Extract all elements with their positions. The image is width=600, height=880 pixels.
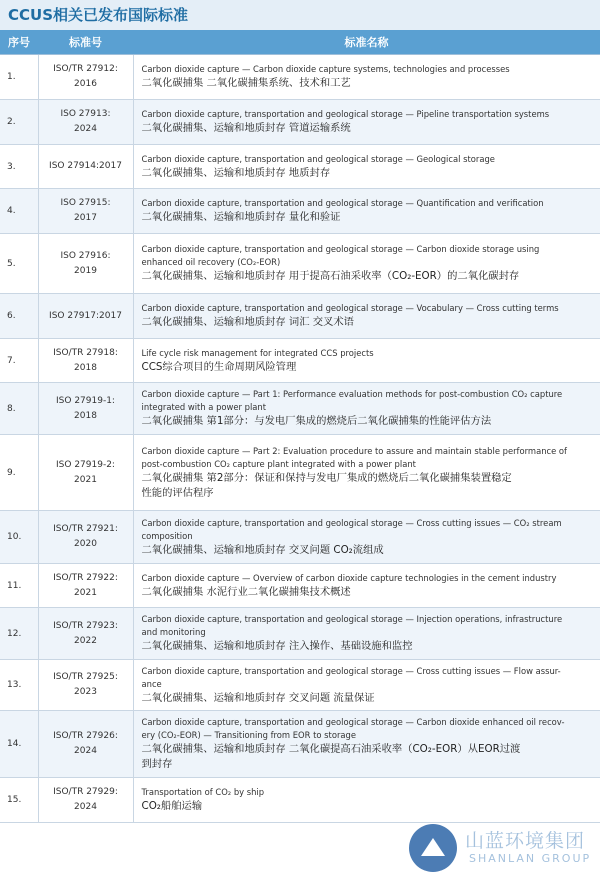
standard-number-line: ISO/TR 27929: xyxy=(53,787,118,797)
standard-number-line: ISO/TR 27922: xyxy=(53,572,118,583)
row-number: 3. xyxy=(0,145,38,189)
standard-number xyxy=(38,100,133,145)
standard-number-line: ISO 27917:2017 xyxy=(49,310,122,321)
standard-name xyxy=(133,294,600,339)
table-body xyxy=(0,55,600,823)
table-row xyxy=(0,608,600,660)
standards-table xyxy=(0,30,600,823)
standard-name-zh: 二氧化碳捕集、运输和地质封存 交叉问题 CO₂流组成 xyxy=(141,543,384,556)
header-name: 标准名称 xyxy=(133,30,600,55)
standard-number-line: ISO 27919-1: xyxy=(56,395,115,406)
standard-name-zh: 二氧化碳捕集、运输和地质封存 词汇 交叉术语 xyxy=(141,316,354,328)
standard-number-line: ISO 27919-2: xyxy=(56,459,115,470)
standard-name-zh: 性能的评估程序 xyxy=(141,486,214,499)
standard-number-line: ISO 27914:2017 xyxy=(49,161,122,171)
standard-number-line: 2021 xyxy=(74,587,97,598)
standard-name-en: composition xyxy=(141,530,193,541)
standard-number xyxy=(38,711,133,778)
standard-number xyxy=(38,339,133,383)
standard-number-line: ISO 27915: xyxy=(60,198,111,208)
standard-name-en: Carbon dioxide capture, transportation and geological storage — Cross cutting issues — Flow assur- xyxy=(141,665,561,676)
table-row xyxy=(0,55,600,100)
standard-number xyxy=(38,660,133,711)
standard-number xyxy=(38,435,133,511)
standard-name-en: enhanced oil recovery (CO₂-EOR) xyxy=(141,257,281,267)
row-number: 13. xyxy=(0,660,38,711)
standard-number-line: 2016 xyxy=(74,79,97,89)
standard-name-en: Carbon dioxide capture, transportation and geological storage — Geological storage xyxy=(141,153,495,164)
standard-name xyxy=(133,608,600,660)
table-row xyxy=(0,294,600,339)
standard-name-en: post-combustion CO₂ capture plant integrated with a power plant xyxy=(141,458,416,469)
table-row xyxy=(0,435,600,511)
table-row xyxy=(0,383,600,435)
standard-number xyxy=(38,294,133,339)
row-number: 10. xyxy=(0,511,38,564)
standard-name-en: Carbon dioxide capture — Part 2: Evaluation procedure to assure and maintain stable performance of xyxy=(141,445,567,456)
table-row xyxy=(0,511,600,564)
standard-name-zh: 二氧化碳捕集、运输和地质封存 用于提高石油采收率（CO₂-EOR）的二氧化碳封存 xyxy=(141,270,520,282)
watermark-en: SHANLAN GROUP xyxy=(469,852,592,865)
standard-name xyxy=(133,711,600,778)
standard-name-zh: 二氧化碳捕集、运输和地质封存 注入操作、基础设施和监控 xyxy=(141,640,413,652)
standard-name-zh: 二氧化碳捕集、运输和地质封存 交叉问题 流量保证 xyxy=(141,691,375,704)
standard-name-en: Carbon dioxide capture, transportation and geological storage — Quantification and verification xyxy=(141,198,544,208)
watermark-cn: 山蓝环境集团 xyxy=(465,830,586,852)
standard-name-zh: 二氧化碳捕集 二氧化碳捕集系统、技术和工艺 xyxy=(141,77,351,89)
standard-number xyxy=(38,189,133,234)
standard-name-en: Carbon dioxide capture — Overview of carbon dioxide capture technologies in the cement industry xyxy=(141,572,557,583)
standard-number xyxy=(38,55,133,100)
standard-number-line: 2021 xyxy=(74,474,97,485)
standard-name-en: Transportation of CO₂ by ship xyxy=(141,787,265,797)
standard-number-line: ISO/TR 27921: xyxy=(53,524,118,534)
standard-name xyxy=(133,435,600,511)
table-title: CCUS相关已发布国际标准 xyxy=(0,0,600,30)
standard-name-en: Carbon dioxide capture, transportation and geological storage — Cross cutting issues — CO₂ stream xyxy=(141,517,562,528)
standard-name xyxy=(133,145,600,189)
standard-number-line: 2020 xyxy=(74,539,97,549)
row-number: 1. xyxy=(0,55,38,100)
standard-number-line: ISO/TR 27925: xyxy=(53,672,118,682)
row-number: 7. xyxy=(0,339,38,383)
standard-name xyxy=(133,189,600,234)
row-number: 8. xyxy=(0,383,38,435)
row-number: 9. xyxy=(0,435,38,511)
standard-name-en: ery (CO₂-EOR) — Transitioning from EOR to storage xyxy=(141,730,356,740)
standard-name-zh: 二氧化碳捕集、运输和地质封存 量化和验证 xyxy=(141,211,341,223)
standard-number-line: 2022 xyxy=(74,635,97,646)
standard-name xyxy=(133,564,600,608)
row-number: 5. xyxy=(0,234,38,294)
standard-number-line: 2024 xyxy=(74,124,97,134)
table-row xyxy=(0,711,600,778)
table-row xyxy=(0,778,600,823)
row-number: 2. xyxy=(0,100,38,145)
standard-number-line: 2024 xyxy=(74,802,97,812)
standard-name xyxy=(133,234,600,294)
standard-number-line: ISO/TR 27918: xyxy=(53,347,118,358)
standard-name-zh: 二氧化碳捕集 水泥行业二氧化碳捕集技术概述 xyxy=(141,585,351,598)
table-row xyxy=(0,189,600,234)
standard-name-zh: 二氧化碳捕集 第1部分：与发电厂集成的燃烧后二氧化碳捕集的性能评估方法 xyxy=(141,415,492,427)
table-row xyxy=(0,564,600,608)
standard-number xyxy=(38,778,133,823)
header-std: 标准号 xyxy=(38,30,133,55)
standard-name-en: ance xyxy=(141,678,162,689)
table-row xyxy=(0,660,600,711)
standard-number xyxy=(38,383,133,435)
standard-name-en: Carbon dioxide capture — Carbon dioxide capture systems, technologies and processes xyxy=(141,64,510,74)
standard-number xyxy=(38,145,133,189)
standard-name-zh: 二氧化碳捕集、运输和地质封存 地质封存 xyxy=(141,166,331,179)
company-logo-icon xyxy=(409,824,457,872)
standard-name xyxy=(133,660,600,711)
row-number: 11. xyxy=(0,564,38,608)
row-number: 15. xyxy=(0,778,38,823)
table-row xyxy=(0,145,600,189)
standard-number-line: 2018 xyxy=(74,410,97,421)
standard-number xyxy=(38,608,133,660)
table-row xyxy=(0,234,600,294)
standard-name-zh: 二氧化碳捕集、运输和地质封存 二氧化碳提高石油采收率（CO₂-EOR）从EOR过渡 xyxy=(141,743,521,755)
standard-number xyxy=(38,234,133,294)
standard-name xyxy=(133,383,600,435)
standard-name xyxy=(133,778,600,823)
standard-name xyxy=(133,55,600,100)
standard-number xyxy=(38,564,133,608)
standard-number-line: 2018 xyxy=(74,362,97,373)
standard-name-en: Carbon dioxide capture, transportation and geological storage — Carbon dioxide enhanced oil recov- xyxy=(141,717,565,727)
standard-name-en: Life cycle risk management for integrated CCS projects xyxy=(141,347,374,358)
standard-name-zh: 二氧化碳捕集、运输和地质封存 管道运输系统 xyxy=(141,122,351,134)
row-number: 12. xyxy=(0,608,38,660)
standard-name-zh: 二氧化碳捕集 第2部分：保证和保持与发电厂集成的燃烧后二氧化碳捕集装置稳定 xyxy=(141,471,512,484)
standard-number-line: 2024 xyxy=(74,746,97,756)
header-row xyxy=(0,30,600,55)
standard-name-en: and monitoring xyxy=(141,627,206,637)
row-number: 4. xyxy=(0,189,38,234)
standard-number-line: ISO/TR 27926: xyxy=(53,731,118,741)
standard-name-zh: CO₂船舶运输 xyxy=(141,800,203,812)
standard-name-en: Carbon dioxide capture, transportation and geological storage — Vocabulary — Cross cutting terms xyxy=(141,303,559,313)
standard-name xyxy=(133,339,600,383)
standard-name-en: Carbon dioxide capture, transportation and geological storage — Pipeline transportation systems xyxy=(141,109,550,119)
standard-number-line: ISO/TR 27912: xyxy=(53,64,118,74)
standard-number-line: 2017 xyxy=(74,213,97,223)
standard-number-line: ISO/TR 27923: xyxy=(53,620,118,631)
standard-name-en: integrated with a power plant xyxy=(141,402,267,412)
standard-number-line: 2019 xyxy=(74,265,97,276)
table-row xyxy=(0,100,600,145)
standard-number xyxy=(38,511,133,564)
standard-name xyxy=(133,100,600,145)
row-number: 6. xyxy=(0,294,38,339)
standard-name-en: Carbon dioxide capture, transportation and geological storage — Injection operations, infrastructure xyxy=(141,614,563,624)
row-number: 14. xyxy=(0,711,38,778)
standard-name-en: Carbon dioxide capture, transportation and geological storage — Carbon dioxide storage using xyxy=(141,244,540,254)
standard-number-line: ISO 27913: xyxy=(60,109,111,119)
standard-name-en: Carbon dioxide capture — Part 1: Performance evaluation methods for post-combustion CO₂ capture xyxy=(141,389,563,399)
watermark xyxy=(409,822,594,874)
standard-name-zh: CCS综合项目的生命周期风险管理 xyxy=(141,360,297,373)
standard-name-zh: 到封存 xyxy=(141,758,173,770)
standard-number-line: ISO 27916: xyxy=(60,250,111,261)
table-row xyxy=(0,339,600,383)
header-no: 序号 xyxy=(0,30,38,55)
standard-name xyxy=(133,511,600,564)
standard-number-line: 2023 xyxy=(74,687,97,697)
